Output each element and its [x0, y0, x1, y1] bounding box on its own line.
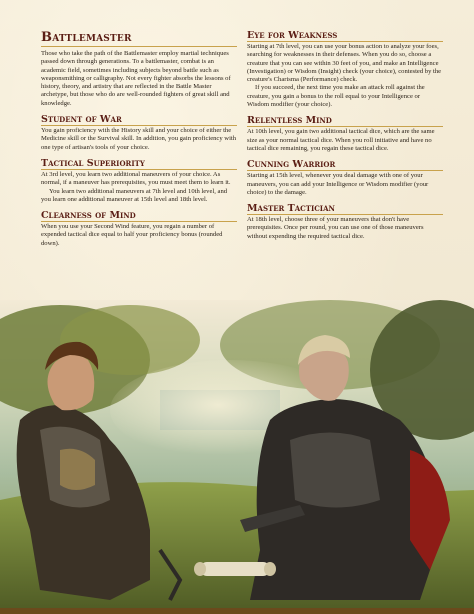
section-text: At 10th level, you gain two additional tactical dice, which are the same size as your normal tactical dice. When you roll initiative and have no tactical dice remaining, you regain these tactical dice.	[247, 128, 435, 152]
section-heading-eye-for-weakness: Eye for Weakness	[247, 30, 443, 42]
intro-paragraph: Those who take the path of the Battlemaster employ martial techniques passed down through generations. To a battlemaster, combat is an academic field, sometimes including subjects beyond battle such as weaponsmithing or calligraphy. Not every fighter absorbs the lessons of history, theory, and artistry that are reflected in the Battle Master archetype, but those who do are well-rounded fighters of great skill and knowledge.	[41, 50, 231, 107]
section-text: You learn two additional maneuvers at 7th level and 10th level, and you learn one additional maneuver at 15th level and 18th level.	[41, 187, 228, 203]
section-text: Starting at 7th level, you can use your bonus action to analyze your foes, searching for weaknesses in their defenses. When you do so, choose a creature that you can see within 30 feet of you, and make an Intelligence (Investigation) or Wisdom (Insight) check (your choice), contested by the creature's Charisma (Performance) check.	[247, 43, 442, 84]
section-text: You gain proficiency with the History skill and your choice of either the Medicine skill or the Survival skill. In addition, you gain proficiency with one type of artisan's tools of your choice.	[41, 127, 237, 151]
left-column	[41, 30, 237, 248]
right-column	[247, 30, 443, 241]
section-text: When you use your Second Wind feature, you regain a number of expended tactical dice equal to half your proficiency bonus (rounded down).	[41, 223, 223, 247]
page-title: Battlemaster	[41, 30, 237, 47]
section-heading-student-of-war: Student of War	[41, 114, 237, 126]
section-heading-cunning-warrior: Cunning Warrior	[247, 159, 443, 171]
section-text: If you succeed, the next time you make an attack roll against the creature, you gain a bonus to the roll equal to your Intelligence or Wisdom modifier (your choice).	[247, 84, 425, 109]
section-text: At 3rd level, you learn two additional maneuvers of your choice. As normal, if a maneuver has prerequisites, you must meet them to learn it.	[41, 170, 231, 187]
illustration-two-warriors	[0, 300, 474, 614]
section-heading-master-tactician: Master Tactician	[247, 203, 443, 215]
section-heading-relentless-mind: Relentless Mind	[247, 115, 443, 127]
section-text: Starting at 15th level, whenever you deal damage with one of your maneuvers, you can add your Intelligence or Wisdom modifier (your choice) to the damage.	[247, 172, 429, 196]
section-heading-clearness-of-mind: Clearness of Mind	[41, 210, 237, 222]
section-heading-tactical-superiority: Tactical Superiority	[41, 158, 237, 170]
illustration-svg	[0, 300, 474, 614]
scroll-on-ground	[194, 562, 276, 576]
section-text: At 18th level, choose three of your maneuvers that don't have prerequisites. Once per round, you can use one of those maneuvers without expending the required tactical dice.	[247, 216, 424, 240]
